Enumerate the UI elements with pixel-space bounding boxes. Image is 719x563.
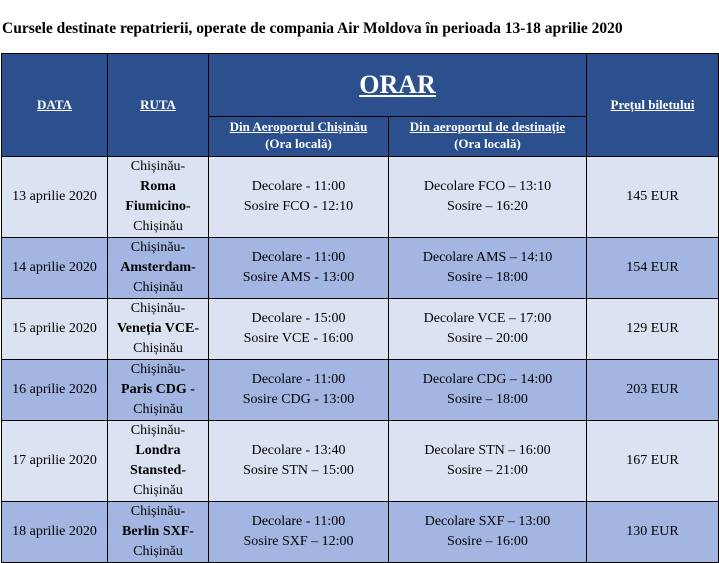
cell-destination-schedule	[389, 360, 587, 421]
chisinau-arrival: Sosire – 18:00	[447, 270, 528, 285]
cell-price: 167 EUR	[587, 421, 719, 502]
cell-route	[108, 238, 209, 299]
route-start: Chișinău-	[130, 240, 186, 255]
route-start: Chișinău-	[130, 301, 186, 316]
route-end: Chișinău	[133, 402, 183, 417]
chisinau-departure: Decolare - 11:00	[251, 250, 346, 265]
chisinau-departure: Decolare - 11:00	[251, 179, 346, 194]
cell-date: 16 aprilie 2020	[2, 360, 108, 421]
cell-route	[108, 421, 209, 502]
cell-price: 145 EUR	[587, 157, 719, 238]
destination-departure: Decolare AMS – 14:10	[422, 250, 553, 265]
col-header-price	[587, 54, 719, 157]
col-header-schedule-label: ORAR	[359, 70, 436, 99]
table-row	[2, 360, 719, 421]
chisinau-arrival: Sosire – 18:00	[447, 392, 528, 407]
cell-price: 154 EUR	[587, 238, 719, 299]
destination-arrival: Sosire SXF – 12:00	[243, 534, 354, 549]
route-destination: Berlin SXF-	[122, 524, 194, 539]
cell-destination-schedule	[389, 238, 587, 299]
cell-destination-schedule	[389, 502, 587, 563]
route-destination: Veneția VCE-	[116, 321, 200, 336]
cell-chisinau-schedule	[209, 157, 389, 238]
cell-route	[108, 360, 209, 421]
route-start: Chișinău-	[130, 159, 186, 174]
table-row	[2, 502, 719, 563]
col-header-schedule	[209, 54, 587, 117]
chisinau-departure: Decolare - 11:00	[251, 514, 346, 529]
from-chisinau-label: Din Aeroportul Chișinău	[229, 119, 368, 134]
cell-date: 13 aprilie 2020	[2, 157, 108, 238]
destination-arrival: Sosire CDG - 13:00	[242, 392, 355, 407]
cell-destination-schedule	[389, 299, 587, 360]
col-header-from-chisinau	[209, 117, 389, 157]
cell-chisinau-schedule	[209, 238, 389, 299]
table-row	[2, 157, 719, 238]
table-row	[2, 421, 719, 502]
route-end: Chișinău	[133, 219, 183, 234]
route-end: Chișinău	[133, 544, 183, 559]
chisinau-arrival: Sosire – 16:00	[447, 534, 528, 549]
page-title: Cursele destinate repatrierii, operate de compania Air Moldova în perioada 13-18 aprilie 2020	[2, 20, 623, 37]
route-destination: Stansted-	[129, 463, 186, 478]
cell-chisinau-schedule	[209, 421, 389, 502]
route-end: Chișinău	[133, 483, 183, 498]
col-header-route-label: RUTA	[140, 96, 176, 112]
route-destination: Roma	[140, 179, 176, 194]
chisinau-departure: Decolare - 13:40	[251, 443, 346, 458]
destination-arrival: Sosire FCO - 12:10	[243, 199, 354, 214]
col-header-route	[108, 54, 209, 157]
route-start: Chișinău-	[130, 504, 186, 519]
destination-arrival: Sosire AMS - 13:00	[242, 270, 355, 285]
col-header-date-label: DATA	[37, 96, 72, 112]
chisinau-arrival: Sosire – 21:00	[447, 463, 528, 478]
cell-date: 18 aprilie 2020	[2, 502, 108, 563]
route-start: Chișinău-	[130, 362, 186, 377]
destination-departure: Decolare SXF – 13:00	[424, 514, 551, 529]
route-destination: Londra	[135, 443, 181, 458]
cell-date: 14 aprilie 2020	[2, 238, 108, 299]
cell-route	[108, 299, 209, 360]
chisinau-departure: Decolare - 11:00	[251, 372, 346, 387]
flights-table	[1, 53, 719, 563]
cell-price: 129 EUR	[587, 299, 719, 360]
table-row	[2, 299, 719, 360]
cell-route	[108, 157, 209, 238]
chisinau-arrival: Sosire – 16:20	[447, 199, 528, 214]
table-row	[2, 238, 719, 299]
cell-chisinau-schedule	[209, 502, 389, 563]
destination-departure: Decolare STN – 16:00	[424, 443, 551, 458]
cell-date: 15 aprilie 2020	[2, 299, 108, 360]
route-end: Chișinău	[133, 280, 183, 295]
cell-route	[108, 502, 209, 563]
destination-arrival: Sosire STN – 15:00	[243, 463, 354, 478]
destination-departure: Decolare CDG – 14:00	[422, 372, 553, 387]
cell-price: 130 EUR	[587, 502, 719, 563]
route-destination: Amsterdam-	[120, 260, 196, 275]
destination-departure: Decolare FCO – 13:10	[423, 179, 552, 194]
route-end: Chișinău	[133, 341, 183, 356]
col-header-from-destination	[389, 117, 587, 157]
chisinau-departure: Decolare - 15:00	[251, 311, 346, 326]
col-header-date	[2, 54, 108, 157]
chisinau-arrival: Sosire – 20:00	[447, 331, 528, 346]
route-destination: Paris CDG -	[121, 382, 195, 397]
route-start: Chișinău-	[130, 423, 186, 438]
destination-arrival: Sosire VCE - 16:00	[243, 331, 354, 346]
cell-chisinau-schedule	[209, 299, 389, 360]
destination-departure: Decolare VCE – 17:00	[423, 311, 552, 326]
from-destination-note: (Ora locală)	[454, 136, 521, 151]
cell-destination-schedule	[389, 421, 587, 502]
from-destination-label: Din aeroportul de destinație	[409, 119, 566, 134]
cell-destination-schedule	[389, 157, 587, 238]
route-destination: Fiumicino-	[125, 199, 191, 214]
cell-chisinau-schedule	[209, 360, 389, 421]
cell-date: 17 aprilie 2020	[2, 421, 108, 502]
col-header-price-label: Prețul biletului	[610, 96, 695, 112]
from-chisinau-note: (Ora locală)	[265, 136, 332, 151]
cell-price: 203 EUR	[587, 360, 719, 421]
